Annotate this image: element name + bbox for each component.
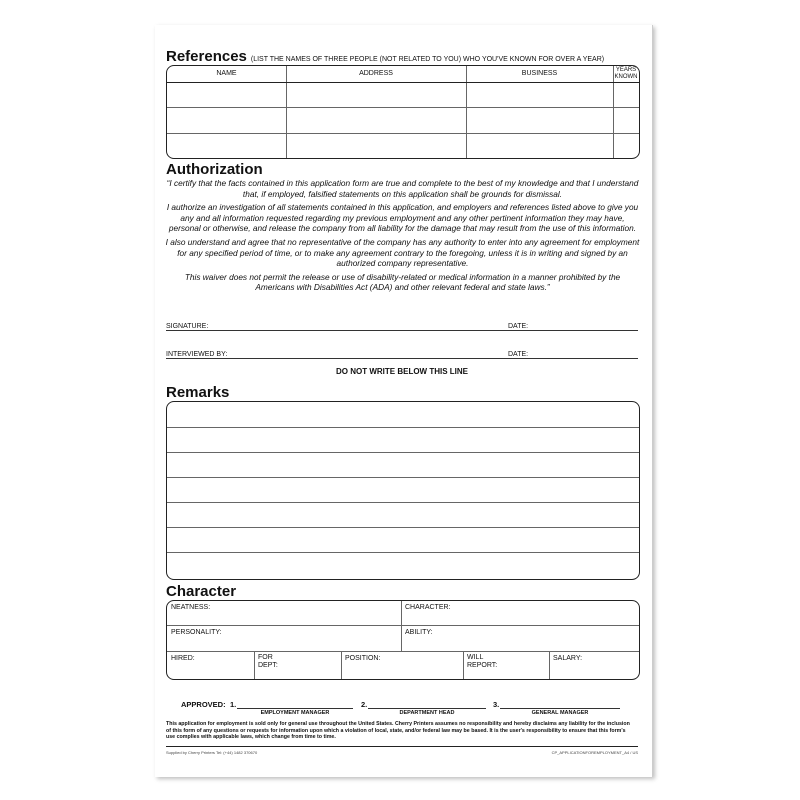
signature-line[interactable] (166, 330, 638, 331)
remarks-line (167, 477, 639, 478)
position-field[interactable]: POSITION: (345, 655, 381, 662)
character-box (166, 600, 640, 680)
character-field[interactable]: CHARACTER: (405, 604, 451, 611)
auth-paragraph: “I certify that the facts contained in this application form are true and complete to the best of my knowledge and that I understand that, if employed, falsified statements on this application shall be grounds for dismissal. (166, 178, 639, 199)
general-manager-label: GENERAL MANAGER (531, 710, 589, 716)
neatness-field[interactable]: NEATNESS: (171, 604, 211, 611)
auth-paragraph: This waiver does not permit the release or use of disability-related or medical information in a manner prohibited by the Americans with Disabilities Act (ADA) and other relevant federal and state laws.” (184, 271, 621, 293)
approver-2-number: 2. (361, 700, 368, 709)
remarks-line (167, 552, 639, 553)
supplier-text: Supplied by Cherry Printers Tel: (+44) 1482 370670 (166, 750, 258, 755)
references-title (166, 48, 604, 65)
header-name: NAME (216, 70, 237, 77)
interviewed-label: INTERVIEWED BY: (166, 351, 228, 358)
signature-label: SIGNATURE: (166, 323, 209, 330)
do-not-write-notice: DO NOT WRITE BELOW THIS LINE (336, 367, 468, 376)
auth-paragraph: I also understand and agree that no representative of the company has any authority to enter into any agreement for employment for any specified period of time, or to make any agreement contrary to the foregoing, unless it is in writing and signed by an authorized company representative. (165, 236, 640, 269)
remarks-title: Remarks (166, 384, 230, 401)
remarks-line (167, 452, 639, 453)
table-row[interactable] (167, 133, 639, 134)
col-business (466, 66, 614, 158)
salary-field[interactable]: SALARY: (553, 655, 583, 662)
col-name (167, 66, 287, 158)
header-divider (167, 82, 639, 83)
header-address: ADDRESS (359, 70, 393, 77)
approver-2-line[interactable] (368, 708, 486, 709)
remarks-box[interactable] (166, 401, 640, 580)
table-row[interactable] (167, 107, 639, 108)
references-subtitle: (LIST THE NAMES OF THREE PEOPLE (NOT RELATED TO YOU) WHO YOU'VE KNOWN FOR OVER A YEAR) (250, 56, 605, 63)
form-code: CP_APPLICATIONFOREMPLOYMENT_A4 / US (551, 750, 638, 755)
date-label: DATE: (508, 323, 529, 330)
authorization-text (165, 178, 640, 296)
approver-3-line[interactable] (500, 708, 620, 709)
auth-paragraph: I authorize an investigation of all statements contained in this application, and employers and references listed above to give you any and all information requested regarding my previous employment and any other pertinent information they may have, personal or otherwise, and release the company from all liability for the damage that may result from the use of this information. (166, 202, 639, 234)
interviewed-line[interactable] (166, 358, 638, 359)
header-years-known: YEARS KNOWN (614, 67, 638, 80)
references-table (166, 65, 640, 159)
ability-field[interactable]: ABILITY: (405, 629, 433, 636)
authorization-title: Authorization (166, 161, 263, 178)
references-heading: References (166, 48, 247, 65)
employment-manager-label: EMPLOYMENT MANAGER (260, 710, 330, 716)
footer-divider (166, 746, 638, 747)
approved-label: APPROVED: (181, 700, 226, 709)
approver-1-number: 1. (230, 700, 237, 709)
header-business: BUSINESS (521, 70, 558, 77)
character-title: Character (166, 583, 237, 600)
approver-1-line[interactable] (237, 708, 353, 709)
will-report-field[interactable]: WILL REPORT: (467, 654, 498, 669)
remarks-line (167, 427, 639, 428)
date-label: DATE: (508, 351, 529, 358)
remarks-line (167, 502, 639, 503)
disclaimer-text: This application for employment is sold only for general use throughout the United States. Cherry Printers assumes no responsibility and hereby disclaims any liability for the inclusion of this form of any questions or requests for information upon which a violation of local, state, and/or federal law may be based. It is the user's responsibility to ensure that this form's use complies with applicable laws, which change from time to time. (166, 721, 630, 741)
hired-field[interactable]: HIRED: (171, 655, 195, 662)
approver-3-number: 3. (493, 700, 500, 709)
col-address (286, 66, 467, 158)
department-head-label: DEPARTMENT HEAD (399, 710, 455, 716)
for-dept-field[interactable]: FOR DEPT: (258, 654, 278, 669)
remarks-line (167, 527, 639, 528)
personality-field[interactable]: PERSONALITY: (171, 629, 222, 636)
